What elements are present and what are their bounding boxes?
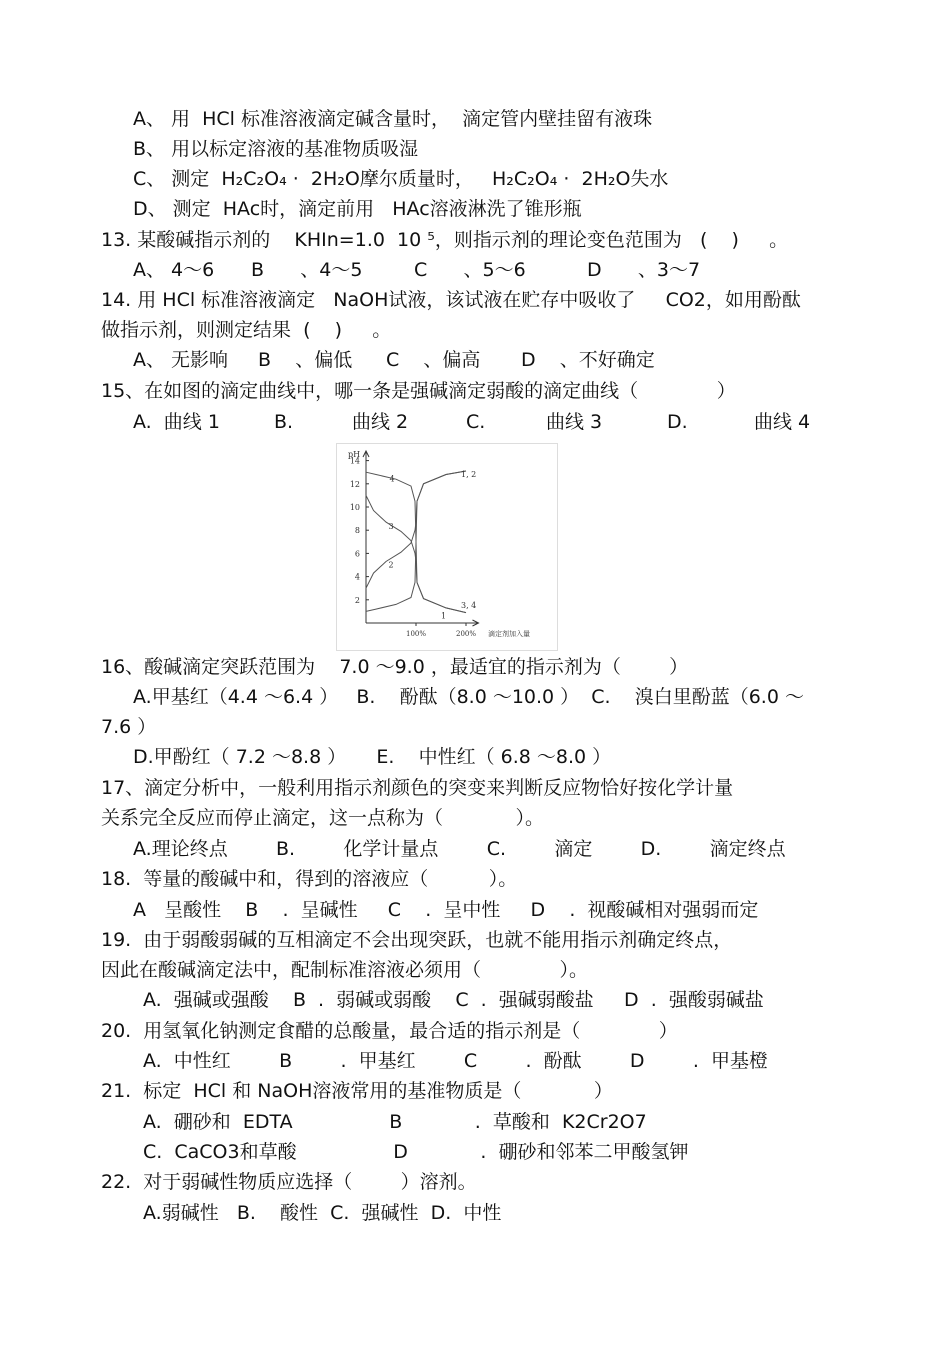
question-line: 做指示剂，则测定结果 ( ) 。	[101, 319, 392, 341]
question-line: D、 测定 HAc时，滴定前用 HAc溶液淋洗了锥形瓶	[133, 198, 582, 220]
question-line: B、 用以标定溶液的基准物质吸湿	[133, 138, 419, 160]
option-q14: A、 无影响	[133, 349, 229, 371]
question-line: D.甲酚红（ 7.2 ～8.8 ） E. 中性红（ 6.8 ～8.0 ）	[133, 746, 612, 768]
question-line: A 呈酸性 B . 呈碱性 C . 呈中性 D . 视酸碱相对强弱而定	[133, 899, 759, 921]
y-tick-label: 6	[354, 549, 360, 559]
question-line: A. 中性红 B . 甲基红 C . 酚酞 D . 甲基橙	[143, 1050, 768, 1072]
question-line: 20. 用氢氧化钠测定食醋的总酸量，最合适的指示剂是（ ）	[101, 1020, 678, 1042]
y-axis-label: pH	[348, 450, 361, 459]
question-line: A.理论终点 B. 化学计量点 C. 滴定 D. 滴定终点	[133, 838, 786, 860]
y-tick-label: 12	[349, 479, 360, 489]
question-line: 15、在如图的滴定曲线中，哪一条是强碱滴定弱酸的滴定曲线（ ）	[101, 380, 736, 402]
y-tick-label: 8	[354, 526, 360, 536]
curve-label: 4	[389, 474, 395, 484]
x-tick-label: 100%	[405, 630, 427, 638]
curve-label: 3	[388, 522, 394, 532]
question-line: A.弱碱性 B. 酸性 C. 强碱性 D. 中性	[143, 1202, 502, 1224]
option-q15: 曲线 4	[754, 411, 811, 433]
question-line: 7.6 ）	[101, 716, 157, 738]
option-q15: 曲线 2	[352, 411, 409, 433]
option-q15: 曲线 3	[546, 411, 603, 433]
question-line: A、 用 HCl 标准溶液滴定碱含量时， 滴定管内壁挂留有液珠	[133, 108, 653, 130]
option-q15: A. 曲线 1	[133, 411, 220, 433]
question-line: A. 硼砂和 EDTA B . 草酸和 K2Cr2O7	[143, 1111, 647, 1133]
curve-label: 3, 4	[461, 600, 477, 610]
question-line: 关系完全反应而停止滴定，这一点称为（ ）。	[101, 807, 544, 829]
question-line: 16、酸碱滴定突跃范围为 7.0 ～9.0 ，最适宜的指示剂为（ ）	[101, 656, 689, 678]
option-q13: D 、3～7	[587, 259, 701, 281]
option-q14: C 、偏高	[386, 349, 481, 371]
option-q13: A、 4～6	[133, 259, 215, 281]
question-line: 18. 等量的酸碱中和，得到的溶液应（ ）。	[101, 868, 518, 890]
option-q15: D.	[667, 411, 688, 433]
question-line: 21. 标定 HCl 和 NaOH溶液常用的基准物质是（ ）	[101, 1080, 613, 1102]
option-q15: C.	[466, 411, 486, 433]
option-q13: B 、4～5	[251, 259, 363, 281]
question-line: 13. 某酸碱指示剂的 KHIn=1.0 10 ⁵，则指示剂的理论变色范围为 ( ) 。	[101, 229, 789, 251]
option-q15: B.	[274, 411, 294, 433]
question-line: 17、滴定分析中，一般利用指示剂颜色的突变来判断反应物恰好按化学计量	[101, 777, 734, 799]
question-line: A.甲基红（4.4 ～6.4 ） B. 酚酞（8.0 ～10.0 ） C. 溴白里酚蓝（6.0 ～	[133, 686, 804, 708]
curve-label: 1, 2	[461, 469, 477, 479]
question-line: C、 测定 H₂C₂O₄ · 2H₂O摩尔质量时， H₂C₂O₄ · 2H₂O失水	[133, 168, 669, 190]
y-tick-label: 14	[349, 456, 360, 466]
option-q13: C 、5～6	[414, 259, 526, 281]
question-line: 14. 用 HCl 标准溶液滴定 NaOH试液，该试液在贮存中吸收了 CO2，如用酚酞	[101, 289, 801, 311]
curve-label: 2	[388, 560, 394, 570]
question-line: 因此在酸碱滴定法中，配制标准溶液必须用（ ）。	[101, 959, 589, 981]
question-line: C. CaCO3和草酸 D . 硼砂和邻苯二甲酸氢钾	[143, 1141, 689, 1163]
question-line: 22. 对于弱碱性物质应选择（ ）溶剂。	[101, 1171, 477, 1193]
question-line: A. 强碱或强酸 B . 弱碱或弱酸 C . 强碱弱酸盐 D . 强酸弱碱盐	[143, 989, 764, 1011]
titration-curve-chart	[336, 443, 558, 651]
option-q14: D 、不好确定	[521, 349, 655, 371]
x-axis-label: 滴定剂加入量	[488, 630, 530, 638]
y-tick-label: 10	[349, 503, 360, 512]
x-tick-label: 200%	[455, 630, 477, 638]
question-line: 19. 由于弱酸弱碱的互相滴定不会出现突跃，也就不能用指示剂确定终点，	[101, 929, 733, 951]
option-q14: B 、偏低	[258, 349, 353, 371]
y-tick-label: 4	[354, 572, 360, 582]
y-tick-label: 2	[354, 595, 360, 605]
curve-label: 1	[441, 611, 447, 621]
